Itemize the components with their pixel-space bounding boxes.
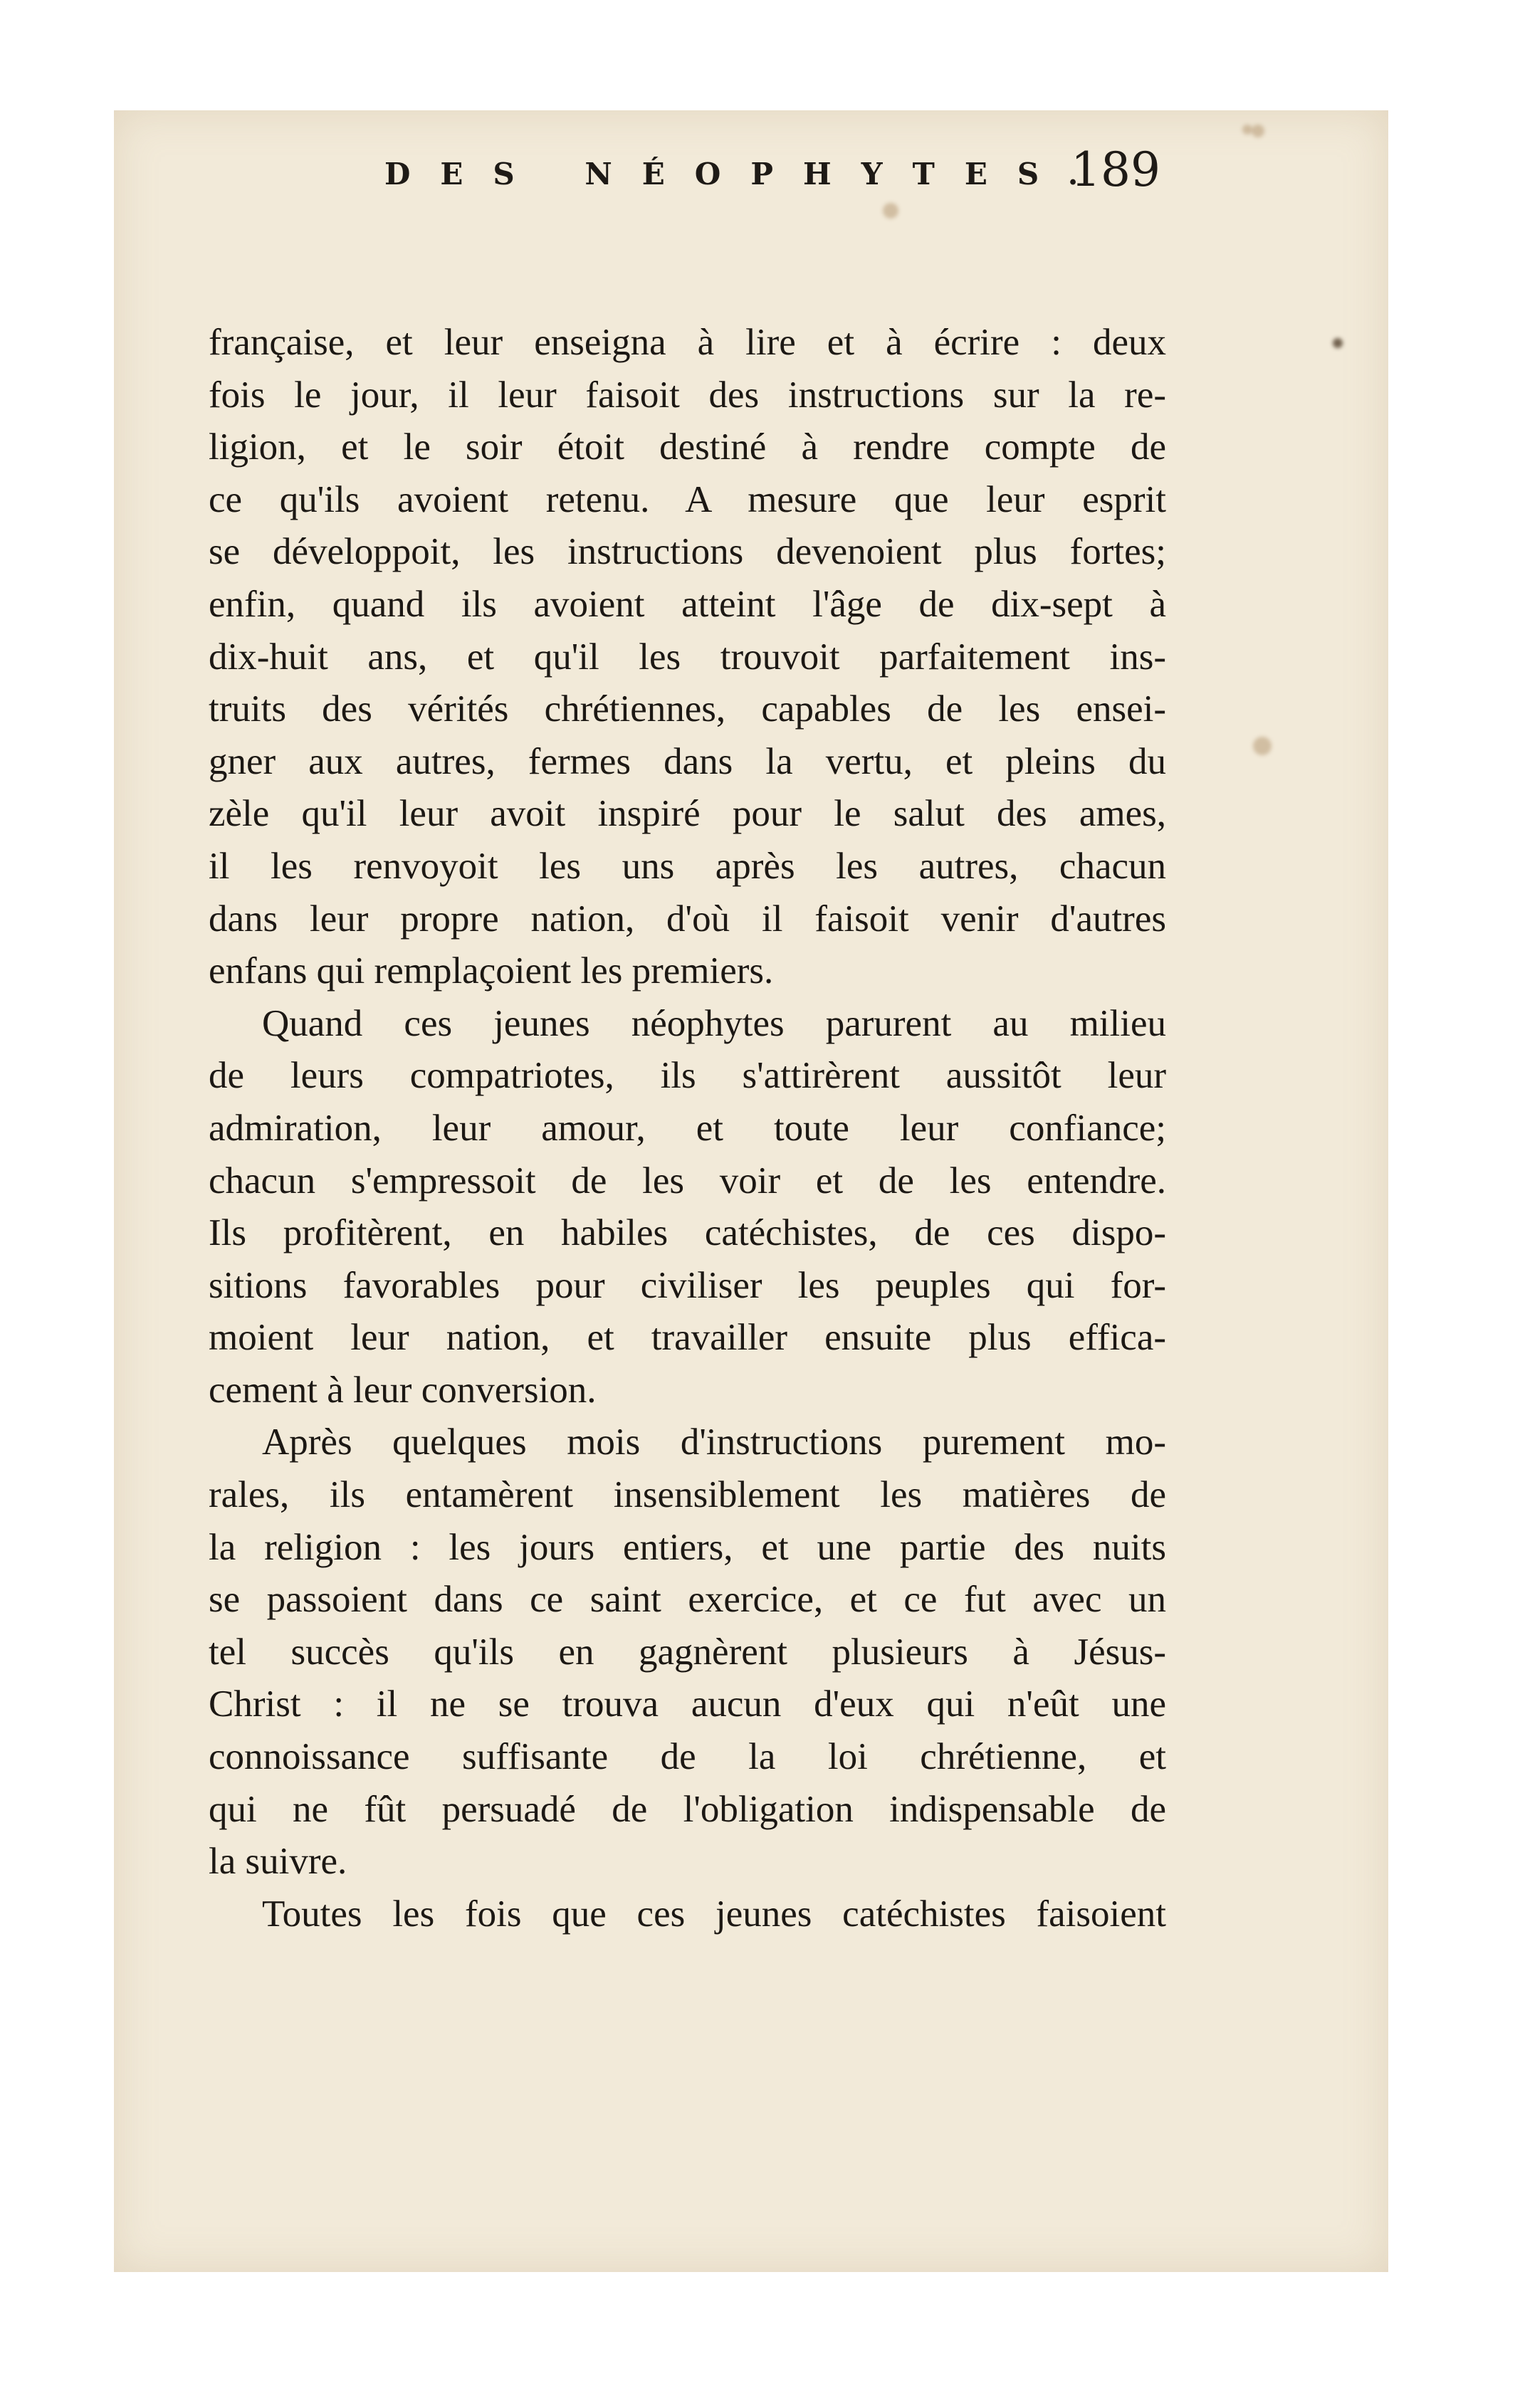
text-line: la suivre. — [209, 1841, 347, 1883]
text-line: cement à leur conversion. — [209, 1369, 597, 1411]
text-line: connoissance suffisante de la loi chrétienne, et — [209, 1736, 1166, 1778]
text-line: zèle qu'il leur avoit inspiré pour le salut des ames, — [209, 793, 1166, 835]
text-line: de leurs compatriotes, ils s'attirèrent aussitôt leur — [209, 1055, 1166, 1097]
foxing-stain — [1252, 125, 1264, 137]
foxing-stain — [1242, 125, 1252, 135]
foxing-stain — [1333, 338, 1343, 348]
text-line: truits des vérités chrétiennes, capables de les ensei- — [209, 688, 1166, 730]
body-text — [209, 317, 1166, 1940]
page-number: 189 — [1071, 142, 1160, 197]
text-line: Christ : il ne se trouva aucun d'eux qui n'eût une — [209, 1683, 1166, 1725]
text-line: ce qu'ils avoient retenu. A mesure que leur esprit — [209, 478, 1166, 520]
text-line: dans leur propre nation, d'où il faisoit venir d'autres — [209, 898, 1166, 940]
paragraph-first-line: Toutes les fois que ces jeunes catéchistes faisoient — [262, 1893, 1166, 1935]
running-head: DES NÉOPHYTES. — [384, 157, 1108, 191]
text-line: se développoit, les instructions devenoient plus fortes; — [209, 531, 1166, 573]
foxing-stain — [1253, 737, 1272, 755]
text-line: rales, ils entamèrent insensiblement les matières de — [209, 1474, 1166, 1516]
text-line: française, et leur enseigna à lire et à écrire : deux — [209, 322, 1166, 363]
text-line: moient leur nation, et travailler ensuite plus effica- — [209, 1317, 1166, 1359]
text-line: fois le jour, il leur faisoit des instructions sur la re- — [209, 374, 1166, 416]
text-line: enfin, quand ils avoient atteint l'âge de dix-sept à — [209, 583, 1166, 625]
text-line: sitions favorables pour civiliser les peuples qui for- — [209, 1264, 1166, 1306]
page-header — [271, 135, 1182, 214]
text-line: ligion, et le soir étoit destiné à rendre compte de — [209, 426, 1166, 468]
text-line: la religion : les jours entiers, et une partie des nuits — [209, 1526, 1166, 1568]
text-line: Ils profitèrent, en habiles catéchistes, de ces dispo- — [209, 1212, 1166, 1254]
text-line: chacun s'empressoit de les voir et de les entendre. — [209, 1160, 1166, 1202]
text-line: se passoient dans ce saint exercice, et ce fut avec un — [209, 1579, 1166, 1621]
text-line: tel succès qu'ils en gagnèrent plusieurs à Jésus- — [209, 1631, 1166, 1673]
paragraph-first-line: Après quelques mois d'instructions purement mo- — [262, 1421, 1166, 1463]
paragraph-first-line: Quand ces jeunes néophytes parurent au milieu — [262, 1002, 1166, 1044]
text-line: enfans qui remplaçoient les premiers. — [209, 950, 774, 992]
text-line: dix-huit ans, et qu'il les trouvoit parfaitement ins- — [209, 636, 1166, 678]
text-line: il les renvoyoit les uns après les autres, chacun — [209, 845, 1166, 887]
text-line: gner aux autres, fermes dans la vertu, et pleins du — [209, 740, 1166, 782]
text-line: qui ne fût persuadé de l'obligation indispensable de — [209, 1788, 1166, 1830]
text-line: admiration, leur amour, et toute leur confiance; — [209, 1107, 1166, 1149]
